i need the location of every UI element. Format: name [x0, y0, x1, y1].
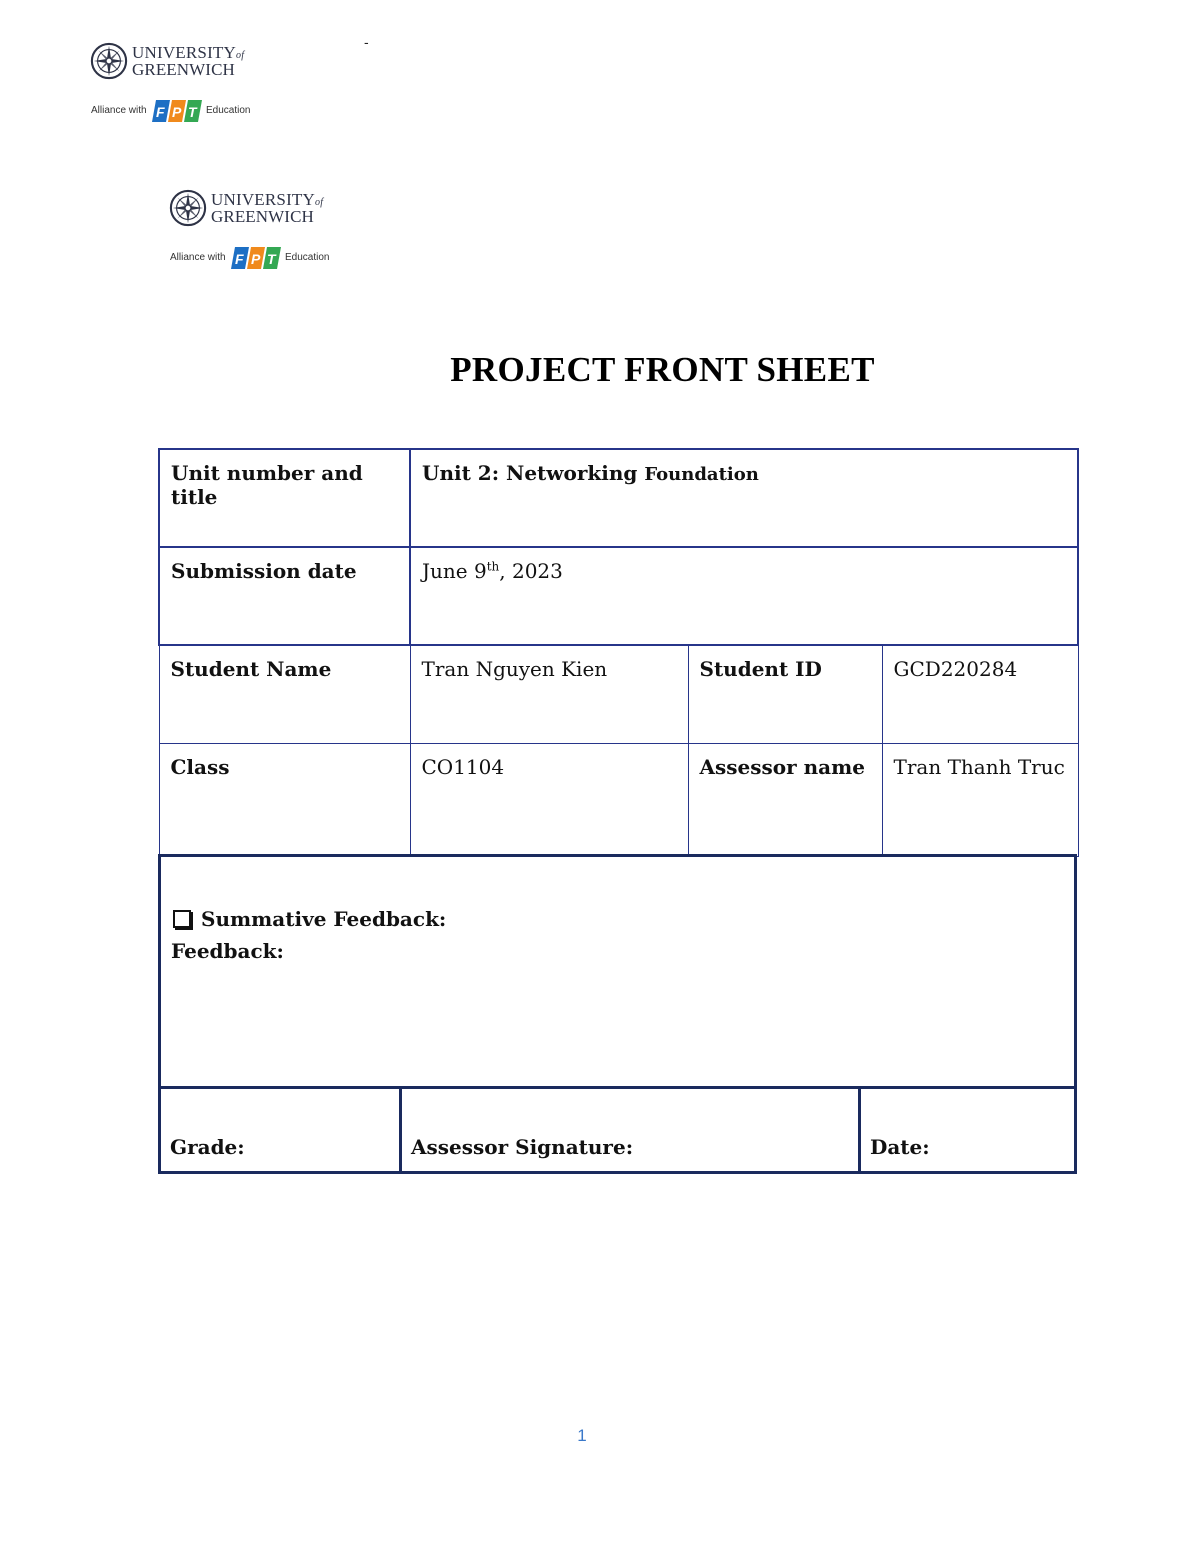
page-number: 1	[577, 1426, 587, 1445]
education-text: Education	[285, 252, 330, 263]
svg-text:P: P	[251, 251, 261, 267]
project-info-table	[158, 448, 1079, 857]
submission-label: Submission date	[171, 559, 357, 583]
university-logo-top	[90, 40, 250, 130]
education-text: Education	[206, 105, 251, 116]
submission-label-cell	[159, 547, 410, 645]
unit-label-cell	[159, 449, 410, 547]
compass-seal-icon	[90, 42, 128, 80]
unit-value-cell	[410, 449, 1078, 547]
svg-text:P: P	[172, 104, 182, 120]
logo-greenwich-text: GREENWICH	[132, 60, 235, 79]
class-value-cell	[410, 743, 688, 856]
grade-cell[interactable]	[161, 1089, 402, 1171]
summative-checkbox[interactable]	[173, 910, 191, 928]
svg-text:T: T	[188, 104, 197, 120]
student-name-value-cell	[410, 645, 688, 743]
header-mark: -	[364, 34, 369, 50]
summative-feedback-label: Summative Feedback:	[201, 907, 447, 931]
compass-seal-icon	[169, 189, 207, 227]
unit-label: Unit number and title	[171, 461, 363, 509]
alliance-row	[169, 245, 329, 273]
university-logo-second	[169, 187, 329, 277]
table-row	[159, 645, 1078, 743]
assessor-signature-cell[interactable]	[402, 1089, 861, 1171]
assessor-label-cell	[688, 743, 882, 856]
assessor-label: Assessor name	[699, 754, 866, 779]
class-value: CO1104	[421, 754, 505, 779]
fpt-logo-icon	[152, 98, 204, 124]
grade-label: Grade:	[170, 1135, 245, 1159]
student-name-label: Student Name	[170, 657, 332, 681]
assessor-signature-label: Assessor Signature:	[411, 1135, 634, 1159]
date-label: Date:	[870, 1135, 930, 1159]
alliance-row	[90, 98, 250, 126]
feedback-label: Feedback:	[171, 939, 284, 963]
student-id-value: GCD220284	[893, 657, 1018, 681]
svg-text:F: F	[235, 251, 244, 267]
submission-value: June 9th, 2023	[422, 559, 563, 583]
summative-feedback	[173, 907, 446, 931]
class-label: Class	[170, 754, 230, 779]
alliance-text: Alliance with	[170, 252, 226, 263]
svg-text:F: F	[156, 104, 165, 120]
svg-text:T: T	[267, 251, 276, 267]
assessor-value-cell	[882, 743, 1078, 856]
class-label-cell	[159, 743, 410, 856]
logo-university-text: UNIVERSITYof	[132, 43, 245, 62]
logo-greenwich-text: GREENWICH	[211, 207, 314, 226]
student-name-value: Tran Nguyen Kien	[421, 657, 608, 681]
unit-value: Unit 2: Networking Foundation	[422, 461, 759, 485]
logo-university-text: UNIVERSITYof	[211, 190, 324, 209]
fpt-logo-icon	[231, 245, 283, 271]
feedback-box	[158, 854, 1077, 1174]
student-id-value-cell	[882, 645, 1078, 743]
assessor-value: Tran Thanh Truc	[893, 754, 1065, 779]
page-title: PROJECT FRONT SHEET	[450, 350, 875, 389]
alliance-text: Alliance with	[91, 105, 147, 116]
table-row	[159, 743, 1078, 856]
submission-value-cell	[410, 547, 1078, 645]
student-id-label: Student ID	[699, 657, 822, 681]
student-name-label-cell	[159, 645, 410, 743]
grade-row	[161, 1089, 1074, 1171]
table-row	[159, 547, 1078, 645]
table-row	[159, 449, 1078, 547]
student-id-label-cell	[688, 645, 882, 743]
feedback-area[interactable]	[161, 857, 1074, 1089]
date-cell[interactable]	[861, 1089, 1074, 1171]
